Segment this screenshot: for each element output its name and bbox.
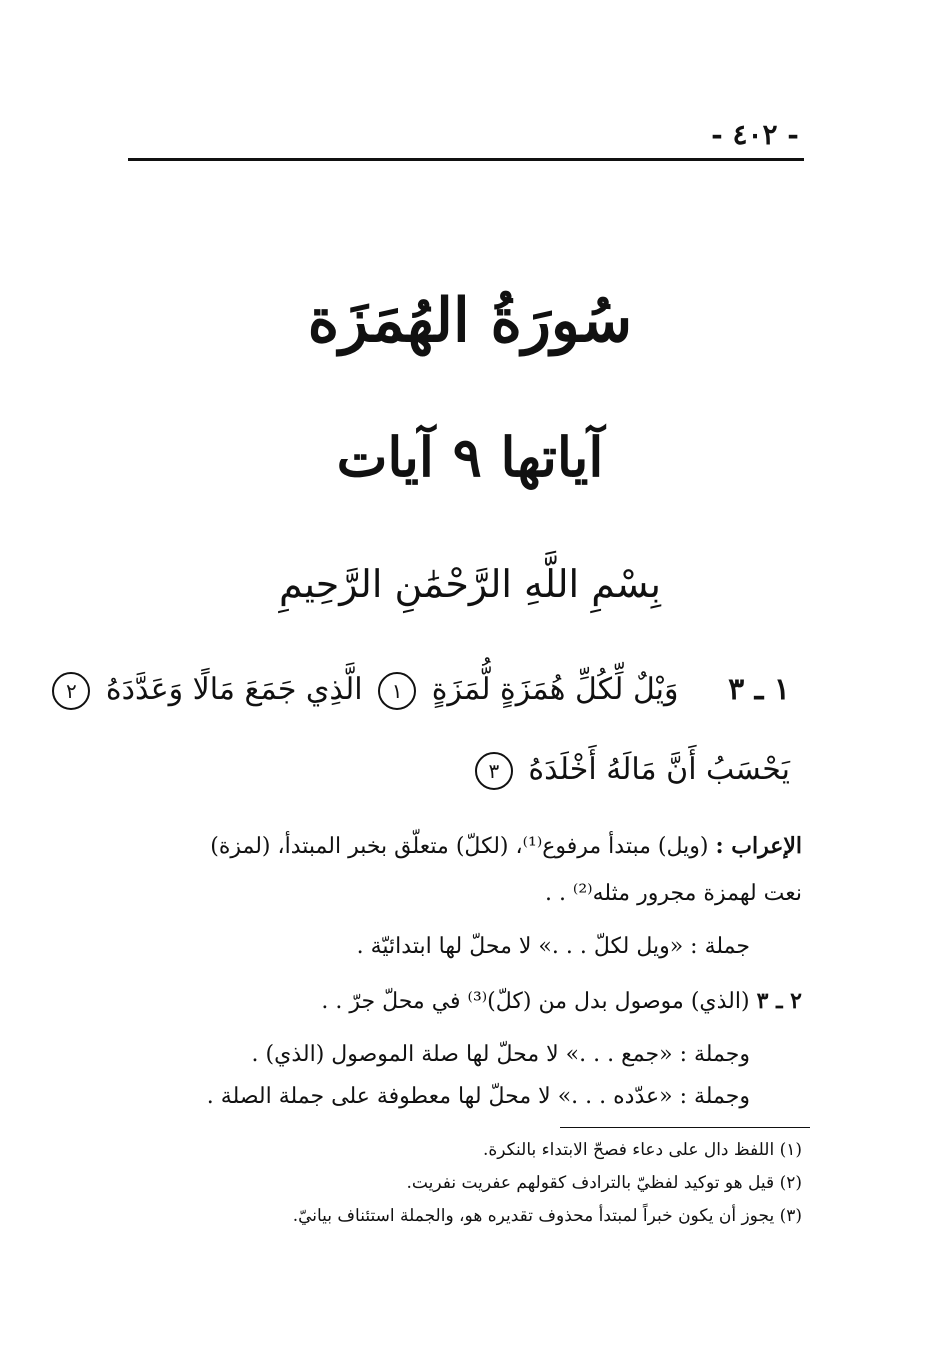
surah-title: سُورَةُ الهُمَزَة	[307, 286, 633, 356]
basmala: بِسْمِ اللَّهِ الرَّحْمَٰنِ الرَّحِيمِ	[279, 562, 661, 606]
verse-text: الَّذِي جَمَعَ مَالًا وَعَدَّدَهُ	[105, 672, 363, 707]
verse-line	[46, 670, 790, 710]
verse-line	[469, 750, 790, 790]
footnote: (١) اللفظ دال على دعاء فصحّ الابتداء بالنكرة.	[482, 1140, 802, 1160]
ayah-count: آياتها ٩ آيات	[336, 425, 604, 489]
verse-ref: ١ ـ ٣	[728, 672, 790, 707]
irab-text-continued: نعت لهمزة مجرور مثله⁽²⁾ . .	[544, 881, 802, 906]
ayah-marker-icon: ٢	[52, 672, 90, 710]
header-rule	[128, 158, 804, 161]
section-analysis	[321, 985, 802, 1018]
sentence-analysis: وجملة : «عدّده . . .» لا محلّ لها معطوفة على جملة الصلة .	[206, 1084, 750, 1109]
footnote: (٣) يجوز أن يكون خبراً لمبتدأ محذوف تقديره هو، والجملة استئناف بيانيّ.	[292, 1206, 802, 1226]
irab-text: (ويل) مبتدأ مرفوع⁽¹⁾، (لكلّ) متعلّق بخبر المبتدأ، (لمزة)	[210, 834, 709, 859]
ayah-marker-icon: ٣	[475, 752, 513, 790]
sentence-analysis: وجملة : «جمع . . .» لا محلّ لها صلة الموصول (الذي) .	[251, 1042, 750, 1067]
footnote-rule	[560, 1127, 810, 1128]
irab-paragraph	[210, 830, 802, 863]
section-text: (الذي) موصول بدل من (كلّ)⁽³⁾ في محلّ جرّ . .	[321, 989, 750, 1014]
irab-label: الإعراب :	[715, 833, 802, 859]
page-number: - ٤٠٢ -	[711, 118, 799, 151]
footnote: (٢) قيل هو توكيد لفظيّ بالترادف كقولهم عفريت نفريت.	[406, 1173, 802, 1193]
section-ref: ٢ ـ ٣	[756, 988, 802, 1014]
verse-text: يَحْسَبُ أَنَّ مَالَهُ أَخْلَدَهُ	[528, 752, 790, 787]
sentence-analysis: جملة : «ويل لكلّ . . .» لا محلّ لها ابتدائيّة .	[356, 934, 750, 959]
verse-text: وَيْلٌ لِّكُلِّ هُمَزَةٍ لُّمَزَةٍ	[431, 672, 679, 707]
ayah-marker-icon: ١	[378, 672, 416, 710]
